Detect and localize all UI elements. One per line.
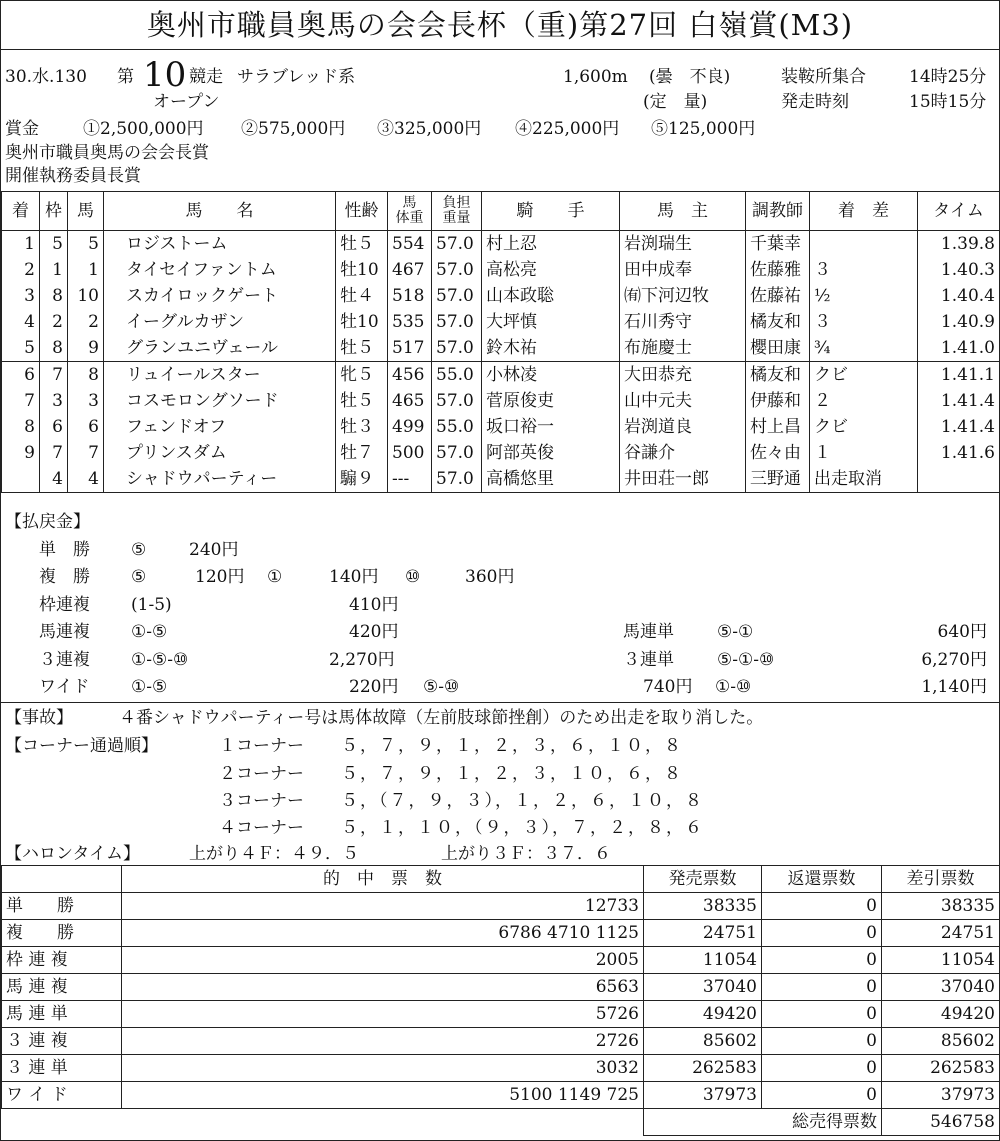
race-class: オープン [153,92,220,112]
col-jockey: 騎 手 [482,192,620,231]
corner-3-name: ３コーナー [219,791,304,811]
prize-4: ④225,000円 [515,119,620,139]
vote-col-sold: 発売票数 [644,866,762,893]
sanrentan-amount: 6,270円 [921,650,987,670]
table-row: 4 4 シャドウパーティー 騸９ --- 57.0 高橋悠里 井田荘一郎 三野通 出走取消 [2,466,1000,493]
results-table [1,191,1000,493]
wide-combo-2: ⑤-⑩ [423,677,460,697]
award-2: 開催執務委員長賞 [5,166,141,186]
accident-text: ４番シャドウパーティー号は馬体故障（左前肢球節挫創）のため出走を取り消した。 [119,708,764,728]
fukusho-label: 複 勝 [39,567,90,587]
post-time-label: 発走時刻 [781,92,849,112]
sanrenpuku-label: ３連複 [39,650,90,670]
corner-1-order: ５，７，９，１，２，３，６，１０，８ [341,736,683,756]
halon-3f: 上がり３Ｆ：３７．６ [441,844,611,864]
table-row: 複 勝 6786 4710 1125 24751 0 24751 [2,920,1000,947]
sanrenpuku-combo: ①-⑤-⑩ [131,650,189,670]
fukusho-combo-2: ① [267,567,283,587]
race-track: (曇 不良) [649,67,731,87]
tansho-amount: 240円 [189,540,239,560]
table-row: 馬 連 複 6563 37040 0 37040 [2,974,1000,1001]
prize-label: 賞金 [5,119,39,139]
table-row: 単 勝 12733 38335 0 38335 [2,893,1000,920]
vote-total-row [2,1109,1000,1136]
prize-2: ②575,000円 [241,119,346,139]
wakuren-combo: (1-5) [131,595,172,615]
umaren-combo: ①-⑤ [131,622,168,642]
wakuren-label: 枠連複 [39,595,90,615]
prize-3: ③325,000円 [377,119,482,139]
corner-3-order: ５，（７，９，３），１，２，６，１０，８ [341,791,704,811]
payout-header: 【払戻金】 [5,512,90,532]
wide-combo-3: ①-⑩ [715,677,752,697]
col-sexage: 性齢 [336,192,388,231]
col-horse: 馬 名 [104,192,336,231]
table-row: 7 3 3 コスモロングソード 牡５ 465 57.0 菅原俊吏 山中元夫 伊藤和 ２ 1.41.4 [2,388,1000,414]
table-row: 8 6 6 フェンドオフ 牡３ 499 55.0 坂口裕一 岩渕道良 村上昌 クビ 1.41.4 [2,414,1000,440]
vote-table [1,865,1000,1136]
corner-order-label: 【コーナー通過順】 [5,736,158,756]
divider [1,702,999,703]
table-row: 5 8 9 グランユニヴェール 牡５ 517 57.0 鈴木祐 布施慶士 櫻田康 ¾ 1.41.0 [2,335,1000,362]
sanrentan-combo: ⑤-①-⑩ [717,650,775,670]
prize-1: ①2,500,000円 [83,119,204,139]
col-time: タイム [918,192,1000,231]
sanrentan-label: ３連単 [623,650,674,670]
table-row: 4 2 2 イーグルカザン 牡10 535 57.0 大坪慎 石川秀守 橘友和 ３ 1.40.9 [2,309,1000,335]
vote-col-net: 差引票数 [882,866,1000,893]
corner-4-order: ５，１，１０，（９，３），７，２，８，６ [341,818,704,838]
halon-label: 【ハロンタイム】 [5,844,140,864]
vote-col-hit: 的 中 票 数 [122,866,644,893]
fukusho-combo-3: ⑩ [405,567,421,587]
umaren-amount: 420円 [349,622,399,642]
col-weight: 負担 重量 [432,192,482,231]
corner-2-order: ５，７，９，１，２，３，１０，６，８ [341,764,683,784]
race-distance: 1,600m [563,67,628,87]
col-body-weight: 馬 体重 [388,192,432,231]
umatan-label: 馬連単 [623,622,674,642]
fukusho-amount-2: 140円 [329,567,379,587]
saddling-label: 装鞍所集合 [781,67,866,87]
prize-5: ⑤125,000円 [651,119,756,139]
corner-4-name: ４コーナー [219,818,304,838]
wide-label: ワイド [39,677,90,697]
fukusho-amount-3: 360円 [465,567,515,587]
umaren-label: 馬連複 [39,622,90,642]
total-label: 総売得票数 [644,1109,882,1136]
table-row: 2 1 1 タイセイファントム 牡10 467 57.0 高松亮 田中成奉 佐藤雅 ３ 1.40.3 [2,257,1000,283]
total-value: 546758 [882,1109,1000,1136]
fukusho-combo-1: ⑤ [131,567,147,587]
table-row: 1 5 5 ロジストーム 牡５ 554 57.0 村上忍 岩渕瑞生 千葉幸 1.39.8 [2,231,1000,258]
corner-1-name: １コーナー [219,736,304,756]
wide-amount-1: 220円 [349,677,399,697]
saddling-time: 14時25分 [909,67,987,87]
col-margin: 着 差 [810,192,918,231]
umatan-amount: 640円 [937,622,987,642]
table-row: 3 8 10 スカイロックゲート 牡４ 518 57.0 山本政聡 ㈲下河辺牧 佐藤祐 ½ 1.40.4 [2,283,1000,309]
wide-amount-3: 1,140円 [921,677,987,697]
award-1: 奥州市職員奥馬の会会長賞 [5,143,209,163]
tansho-combo: ⑤ [131,540,147,560]
vote-header-row [2,866,1000,893]
table-row: ３ 連 単 3032 262583 0 262583 [2,1055,1000,1082]
wide-combo-1: ①-⑤ [131,677,168,697]
race-date: 30.水.130 [5,67,87,87]
col-trainer: 調教師 [746,192,810,231]
post-time: 15時15分 [909,92,987,112]
tansho-label: 単 勝 [39,540,90,560]
table-row: ワ イ ド 5100 1149 725 37973 0 37973 [2,1082,1000,1109]
race-title: 奥州市職員奥馬の会会長杯（重)第27回 白嶺賞(M3) [1,1,999,50]
wide-amount-2: 740円 [643,677,693,697]
table-row: ３ 連 複 2726 85602 0 85602 [2,1028,1000,1055]
table-row: 9 7 7 プリンスダム 牡７ 500 57.0 阿部英俊 谷謙介 佐々由 １ 1.41.6 [2,440,1000,466]
table-row: 6 7 8 リュイールスター 牝５ 456 55.0 小林凌 大田恭充 橘友和 クビ 1.41.1 [2,362,1000,389]
col-owner: 馬 主 [620,192,746,231]
accident-label: 【事故】 [5,708,73,728]
wakuren-amount: 410円 [349,595,399,615]
col-rank: 着 [2,192,40,231]
vote-col-refund: 返還票数 [762,866,882,893]
race-dai: 第 [117,67,134,87]
race-kyoso: 競走 [189,67,223,87]
table-row: 馬 連 単 5726 49420 0 49420 [2,1001,1000,1028]
sanrenpuku-amount: 2,270円 [329,650,395,670]
results-header-row [2,192,1000,231]
halon-4f: 上がり４Ｆ：４９．５ [189,844,359,864]
fukusho-amount-1: 120円 [195,567,245,587]
umatan-combo: ⑤-① [717,622,754,642]
table-row: 枠 連 複 2005 11054 0 11054 [2,947,1000,974]
col-waku: 枠 [40,192,68,231]
race-number: 10 [143,55,187,95]
col-umaban: 馬 [68,192,104,231]
race-weight-rule: (定 量) [643,92,708,112]
race-breed: サラブレッド系 [237,67,356,87]
corner-2-name: ２コーナー [219,764,304,784]
